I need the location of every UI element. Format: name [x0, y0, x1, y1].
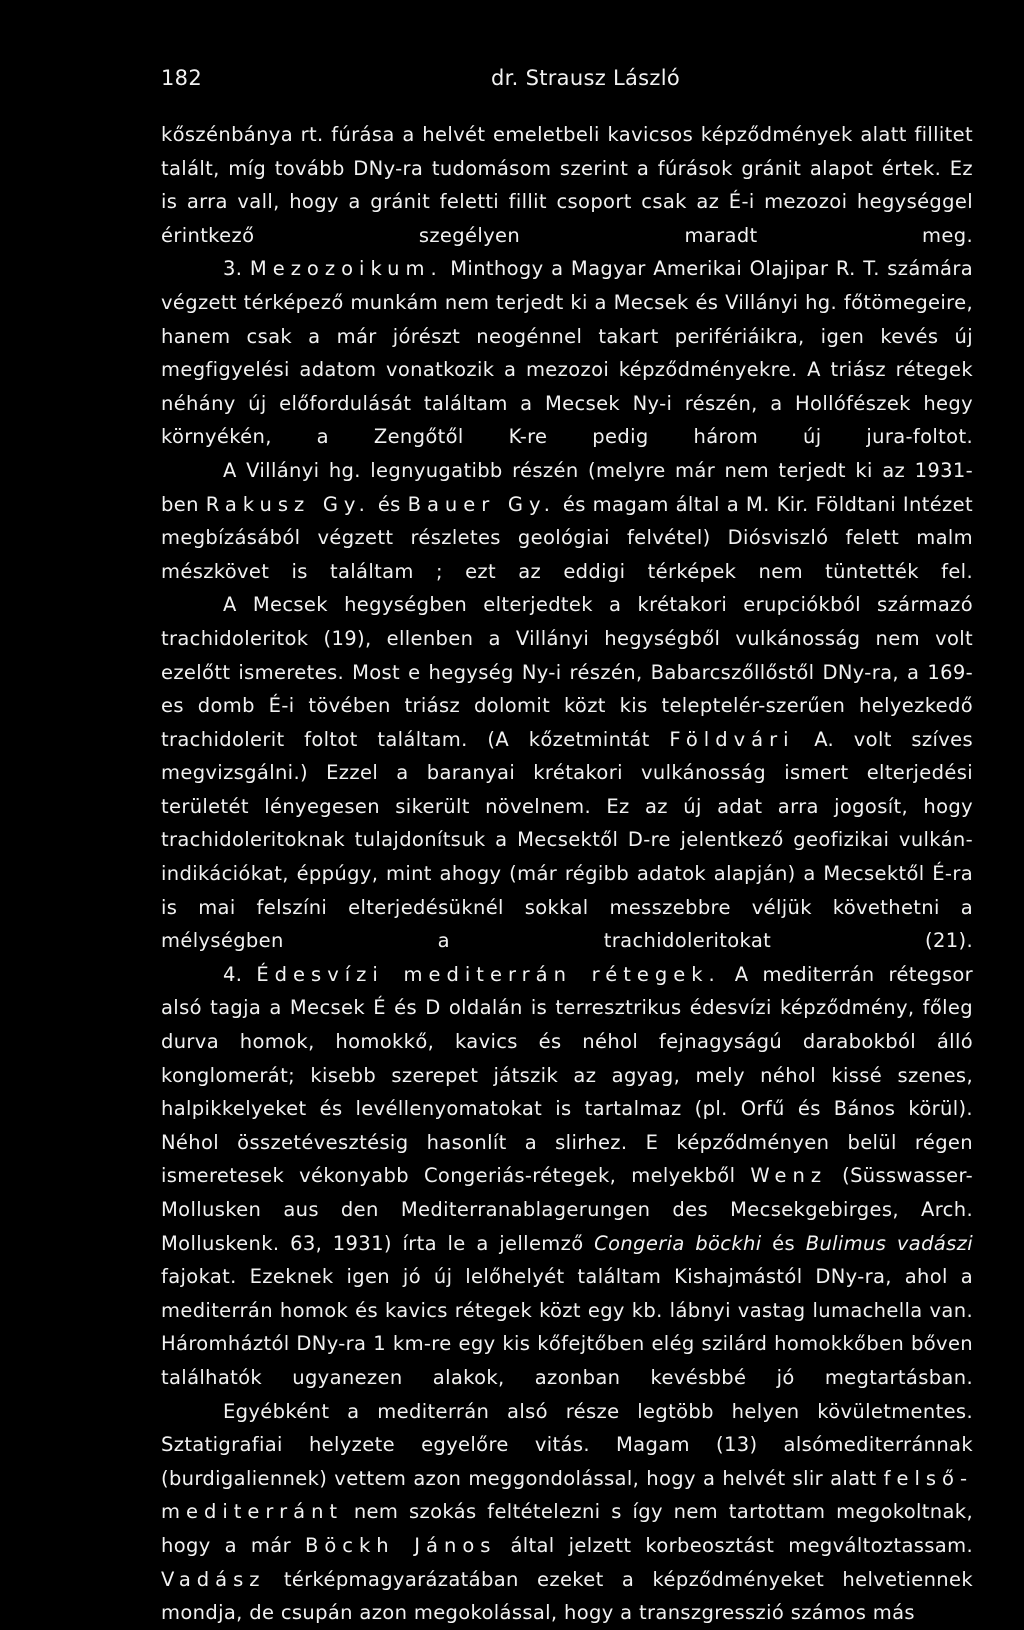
text-run: kőszénbánya rt. fúrása a helvét emeletbeli kavicsos képződmények alatt fillitet talált, míg tovább DNy-ra tudomásom szerint a fúrások gránit alapot értek. Ez is arra vall, hogy a gránit feletti fillit csoport csak az É-i mezozoi hegységgel érintkező szegélyen maradt meg.	[161, 123, 973, 247]
running-head: dr. Strausz László	[491, 66, 681, 90]
spaced-emphasis: felső-mediterránt	[161, 1466, 973, 1524]
spaced-emphasis: Bauer Gy.	[407, 492, 556, 516]
paragraph	[161, 588, 973, 958]
spaced-emphasis: Földvári	[669, 727, 795, 751]
spaced-emphasis: Mezozoikum.	[249, 257, 443, 281]
text-run: A Mecsek hegységben elterjedtek a krétakori erupciókból származó trachidoleritok (19), ellenben a Villányi hegységből vulkánosság nem volt ezelőtt ismeretes. Most e hegység Ny-i részén, Babarcszőllőstől DNy-ra, a 169-es domb É-i tövében triász dolomit közt kis teleptelér-szerűen helyezkedő trachidolerit foltot találtam. (A kőzetmintát	[161, 593, 973, 751]
text-run: és magam által a M. Kir. Földtani Intézet megbízásából végzett részletes geológiai felvétel) Diósviszló felett malm mészkövet is találtam ; ezt az eddigi térképek nem tüntették fel.	[161, 492, 973, 583]
paragraph	[161, 252, 973, 454]
text-run: Minthogy a Magyar Amerikai Olajipar R. T. számára végzett térképező munkám nem terjedt ki a Mecsek és Villányi hg. főtömegeire, hanem csak a már jórészt neogénnel takart perifériáikra, igen kevés új megfigyelési adatom vonatkozik a mezozoi képződményekre. A triász rétegek néhány új előfordulását találtam a Mecsek Ny-i részén, a Hollófészek hegy környékén, a Zengőtől K-re pedig három új jura-foltot.	[161, 257, 974, 449]
spaced-emphasis: Wenz	[750, 1164, 828, 1188]
text-run: A. volt szíves megvizsgálni.) Ezzel a baranyai krétakori vulkánosság ismert elterjedési területét lényegesen sikerült növelnem. Ez az új adat arra jogosít, hogy trachidoleritoknak tulajdonítsuk a Mecsektől D-re jelentkező geofizikai vulkán-indikációkat, éppúgy, mint ahogy (már régibb adatok alapján) a Mecsektől É-ra is mai felszíni elterjedésüknél sokkal messzebbre véljük követhetni a mélységben a trachidoleritokat (21).	[161, 727, 973, 953]
text-run: és	[370, 492, 408, 516]
spaced-emphasis: Rakusz Gy.	[205, 492, 371, 516]
spaced-emphasis: Böckh János	[304, 1533, 497, 1557]
page-number: 182	[161, 66, 202, 90]
text-run: 3.	[223, 257, 250, 281]
text-run: térképmagyarázatában ezeket a képződményeket helvetiennek mondja, de csupán azon megokolással, hogy a transzgresszió számos más	[161, 1567, 973, 1625]
text-run: (Süsswasser-Mollusken aus den Mediterranablagerungen des Mecsekgebirges, Arch. Molluskenk. 63, 1931) írta le a jellemző	[161, 1164, 973, 1255]
paragraph	[161, 1395, 973, 1630]
italic-taxon: Congeria böckhi	[594, 1231, 762, 1255]
text-run: A mediterrán rétegsor alsó tagja a Mecsek É és D oldalán is terresztrikus édesvízi képződmény, főleg durva homok, homokkő, kavics és néhol fejnagyságú darabokból álló konglomerát; kisebb szerepet játszik az agyag, mely néhol kissé szenes, halpikkelyeket és levéllenyomatokat is tartalmaz (pl. Orfű és Bános körül). Néhol összetévesztésig hasonlít a slirhez. E képződményen belül régen ismeretesek vékonyabb Congeriás-rétegek, melyekből	[161, 962, 974, 1188]
paragraph	[161, 958, 973, 1395]
spaced-emphasis: Édesvízi mediterrán rétegek.	[256, 962, 721, 986]
text-run: által jelzett korbeosztást megváltoztassam.	[496, 1533, 973, 1557]
text-run: fajokat. Ezeknek igen jó új lelőhelyét találtam Kishajmástól DNy-ra, ahol a mediterrán homok és kavics rétegek közt egy kb. lábnyi vastag lumachella van. Háromháztól DNy-ra 1 km-re egy kis kőfejtőben elég szilárd homokkőben bőven találhatók ugyanezen alakok, azonban kevésbbé jó megtartásban.	[161, 1265, 973, 1389]
italic-taxon: Bulimus vadászi	[805, 1231, 974, 1255]
text-run: nem szokás feltételezni s így nem tartottam megokoltnak, hogy a már	[161, 1500, 973, 1557]
text-run: és	[761, 1231, 806, 1255]
text-run: A Villányi hg. legnyugatibb részén (melyre már nem terjedt ki az 1931-ben	[161, 458, 973, 516]
body-text	[161, 118, 973, 1630]
spaced-emphasis: Vadász	[161, 1567, 266, 1591]
text-run: 4.	[223, 962, 257, 986]
text-run: Egyébként a mediterrán alsó része legtöbb helyen kövületmentes. Sztatigrafiai helyzete egyelőre vitás. Magam (13) alsómediterránnak (burdigaliennek) vettem azon meggondolással, hogy a helvét slir alatt	[161, 1399, 973, 1490]
paragraph	[161, 454, 973, 588]
paragraph	[161, 118, 973, 252]
page-header	[161, 66, 971, 96]
